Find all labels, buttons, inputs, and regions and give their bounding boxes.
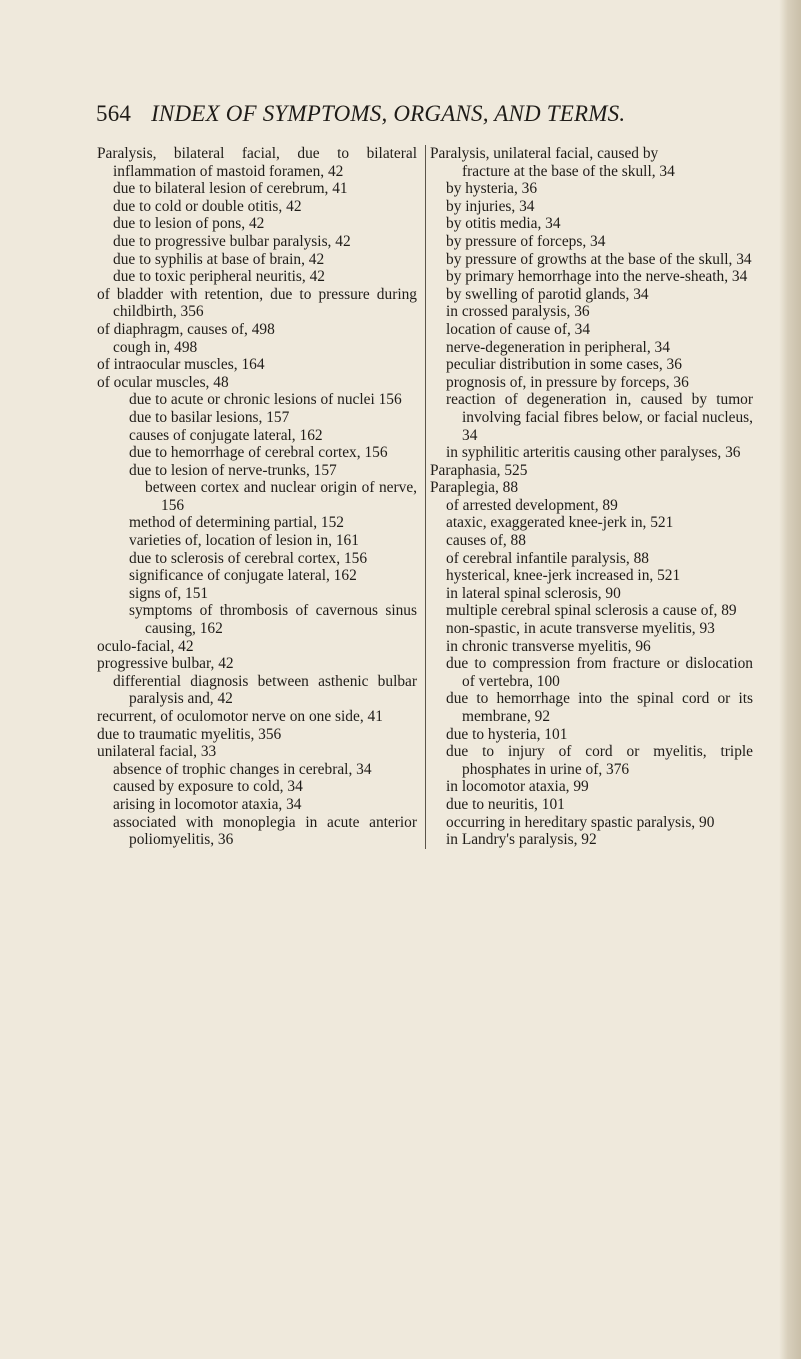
- page-edge: [779, 0, 801, 1359]
- index-entry: cough in, 498: [113, 338, 198, 356]
- index-entry: hysterical, knee-jerk increased in, 521: [446, 567, 681, 585]
- index-entry: symptoms of thrombosis of cavernous sinus causing, 162: [129, 602, 417, 638]
- index-entry: due to lesion of pons, 42: [113, 215, 265, 233]
- index-entry: by pressure of growths at the base of the skull, 34: [446, 250, 752, 268]
- index-entry: absence of trophic changes in cerebral, 34: [113, 760, 372, 778]
- index-entry: signs of, 151: [129, 584, 209, 602]
- index-entry: due to progressive bulbar paralysis, 42: [113, 232, 351, 250]
- index-entry: by injuries, 34: [446, 197, 535, 215]
- index-entry: associated with monoplegia in acute anterior poliomyelitis, 36: [113, 813, 417, 849]
- index-entry: of bladder with retention, due to pressure during childbirth, 356: [97, 285, 417, 321]
- index-column-left: [97, 145, 417, 849]
- index-entry: Paraplegia, 88: [430, 479, 519, 497]
- index-entry: due to hemorrhage of cerebral cortex, 156: [129, 444, 388, 462]
- index-entry: by pressure of forceps, 34: [446, 232, 606, 250]
- index-entry: of diaphragm, causes of, 498: [97, 320, 275, 338]
- index-entry: in locomotor ataxia, 99: [446, 778, 589, 796]
- index-entry: nerve-degeneration in peripheral, 34: [446, 338, 670, 356]
- index-entry: of arrested development, 89: [446, 496, 618, 514]
- index-entry: by primary hemorrhage into the nerve-sheath, 34: [446, 268, 748, 286]
- index-entry: due to syphilis at base of brain, 42: [113, 250, 325, 268]
- index-entry: arising in locomotor ataxia, 34: [113, 795, 302, 813]
- index-entry: in lateral spinal sclerosis, 90: [446, 584, 621, 602]
- index-entry: recurrent, of oculomotor nerve on one side, 41: [97, 708, 383, 725]
- index-entry: method of determining partial, 152: [129, 514, 344, 532]
- index-entry: unilateral facial, 33: [97, 743, 217, 761]
- index-entry: of ocular muscles, 48: [97, 373, 229, 391]
- index-entry: reaction of degeneration in, caused by tumor involving facial fibres below, or facial nucleus, 34: [446, 391, 753, 444]
- index-entry: Paralysis, unilateral facial, caused by: [430, 145, 659, 162]
- index-entry: causes of conjugate lateral, 162: [129, 426, 323, 444]
- index-entry: due to sclerosis of cerebral cortex, 156: [129, 549, 368, 567]
- index-column-right: [425, 145, 753, 849]
- index-entry: of intraocular muscles, 164: [97, 356, 265, 374]
- index-entry: Paraphasia, 525: [430, 461, 528, 479]
- page-number: 564: [96, 101, 132, 126]
- index-entry: fracture at the base of the skull, 34: [462, 162, 675, 180]
- index-entry: multiple cerebral spinal sclerosis a cause of, 89: [446, 602, 737, 620]
- index-entry: due to injury of cord or myelitis, triple phosphates in urine of, 376: [446, 743, 753, 778]
- index-entry: between cortex and nuclear origin of nerve, 156: [145, 479, 417, 514]
- index-entry: differential diagnosis between asthenic bulbar paralysis and, 42: [113, 672, 417, 708]
- index-entry: in chronic transverse myelitis, 96: [446, 637, 651, 655]
- page-title: INDEX OF SYMPTOMS, ORGANS, AND TERMS.: [151, 101, 626, 126]
- index-entry: by hysteria, 36: [446, 180, 538, 198]
- index-entry: occurring in hereditary spastic paralysis, 90: [446, 813, 715, 831]
- index-entry: by swelling of parotid glands, 34: [446, 285, 649, 303]
- index-entry: due to neuritis, 101: [446, 795, 565, 813]
- index-entry: due to traumatic myelitis, 356: [97, 725, 282, 743]
- index-entry: due to hysteria, 101: [446, 725, 568, 743]
- index-entry: progressive bulbar, 42: [97, 655, 234, 673]
- index-entry: due to bilateral lesion of cerebrum, 41: [113, 180, 348, 198]
- index-entry: in Landry's paralysis, 92: [446, 831, 597, 849]
- index-entry: significance of conjugate lateral, 162: [129, 567, 357, 585]
- index-entry: due to compression from fracture or dislocation of vertebra, 100: [446, 655, 753, 690]
- index-entry: due to acute or chronic lesions of nuclei 156: [129, 391, 402, 409]
- index-entry: due to lesion of nerve-trunks, 157: [129, 461, 337, 479]
- index-entry: causes of, 88: [446, 532, 526, 550]
- index-entry: in crossed paralysis, 36: [446, 303, 590, 321]
- index-entry: varieties of, location of lesion in, 161: [129, 532, 359, 550]
- index-entry: Paralysis, bilateral facial, due to bilateral inflammation of mastoid foramen, 42: [97, 145, 417, 180]
- index-entry: oculo-facial, 42: [97, 637, 194, 655]
- index-entry: of cerebral infantile paralysis, 88: [446, 549, 649, 567]
- index-entry: ataxic, exaggerated knee-jerk in, 521: [446, 514, 674, 532]
- index-entry: peculiar distribution in some cases, 36: [446, 356, 682, 374]
- index-entry: due to hemorrhage into the spinal cord or its membrane, 92: [446, 690, 753, 725]
- index-entry: due to basilar lesions, 157: [129, 408, 290, 426]
- index-entry: caused by exposure to cold, 34: [113, 778, 303, 796]
- index-entry: location of cause of, 34: [446, 320, 591, 338]
- index-entry: by otitis media, 34: [446, 215, 561, 233]
- index-entry: prognosis of, in pressure by forceps, 36: [446, 373, 689, 391]
- index-entry: in syphilitic arteritis causing other paralyses, 36: [446, 444, 741, 462]
- running-header: [96, 101, 796, 127]
- index-entry: non-spastic, in acute transverse myelitis, 93: [446, 620, 715, 638]
- index-entry: due to cold or double otitis, 42: [113, 197, 302, 215]
- index-entry: due to toxic peripheral neuritis, 42: [113, 268, 325, 286]
